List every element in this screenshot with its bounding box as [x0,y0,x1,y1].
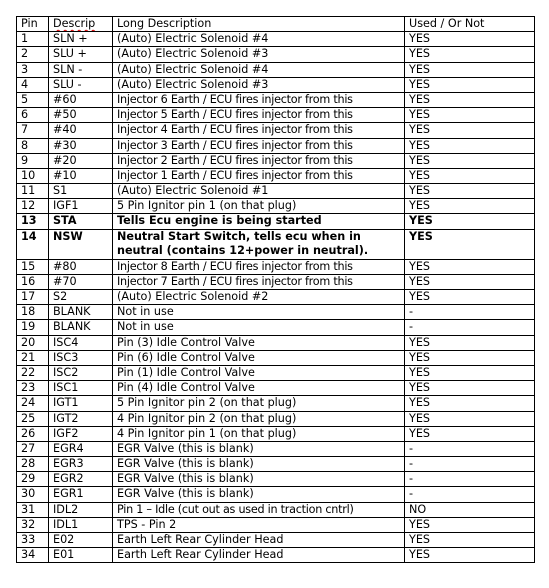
used-cell: YES [405,365,535,380]
descrip-cell: #10 [49,168,113,183]
used-cell: - [405,472,535,487]
descrip-cell: S1 [49,184,113,199]
used-cell: YES [405,62,535,77]
used-cell: YES [405,274,535,289]
pin-cell: 1 [17,32,49,47]
header-row [17,17,535,32]
descrip-cell: IGT2 [49,411,113,426]
used-cell: - [405,320,535,335]
long-description-cell: 5 Pin Ignitor pin 2 (on that plug) [113,396,405,411]
descrip-cell: ISC1 [49,381,113,396]
used-cell: YES [405,517,535,532]
long-description-cell: 4 Pin Ignitor pin 1 (on that plug) [113,426,405,441]
descrip-cell: ISC3 [49,350,113,365]
used-cell: YES [405,411,535,426]
descrip-cell: #60 [49,92,113,107]
pin-cell: 2 [17,47,49,62]
pin-cell: 29 [17,472,49,487]
used-cell: YES [405,290,535,305]
pin-cell: 5 [17,92,49,107]
pin-table [16,16,535,563]
descrip-cell: EGR2 [49,472,113,487]
used-cell: - [405,305,535,320]
pin-cell: 13 [17,214,49,229]
pin-cell: 24 [17,396,49,411]
long-description-cell: Tells Ecu engine is being started [113,214,405,229]
table-row [17,274,535,289]
pin-cell: 25 [17,411,49,426]
pin-cell: 31 [17,502,49,517]
long-description-cell: Earth Left Rear Cylinder Head [113,548,405,563]
long-description-cell: Pin (1) Idle Control Valve [113,365,405,380]
descrip-cell: #20 [49,153,113,168]
long-description-cell: EGR Valve (this is blank) [113,457,405,472]
long-description-cell: Not in use [113,320,405,335]
used-cell: YES [405,47,535,62]
long-description-cell: Injector 6 Earth / ECU fires injector from this [113,92,405,107]
used-cell: - [405,441,535,456]
descrip-cell: #30 [49,138,113,153]
header-descrip-label: Descrip [53,17,96,30]
long-description-cell: (Auto) Electric Solenoid #3 [113,77,405,92]
table-row [17,320,535,335]
table-row [17,441,535,456]
table-row [17,77,535,92]
table-row [17,62,535,77]
long-description-cell: Not in use [113,305,405,320]
long-description-cell: (Auto) Electric Solenoid #1 [113,184,405,199]
used-cell: YES [405,138,535,153]
long-description-cell: Pin (4) Idle Control Valve [113,381,405,396]
long-description-cell: Injector 5 Earth / ECU fires injector from this [113,108,405,123]
pin-cell: 23 [17,381,49,396]
used-cell: YES [405,199,535,214]
descrip-cell: #70 [49,274,113,289]
used-cell: YES [405,533,535,548]
table-row [17,290,535,305]
pin-cell: 8 [17,138,49,153]
long-description-cell: EGR Valve (this is blank) [113,441,405,456]
pin-cell: 11 [17,184,49,199]
table-row [17,108,535,123]
pin-cell: 32 [17,517,49,532]
pin-cell: 14 [17,229,49,259]
descrip-cell: IGF2 [49,426,113,441]
used-cell: YES [405,426,535,441]
table-row [17,32,535,47]
pin-cell: 9 [17,153,49,168]
pin-cell: 4 [17,77,49,92]
pin-cell: 22 [17,365,49,380]
table-row [17,47,535,62]
pin-cell: 20 [17,335,49,350]
pin-cell: 30 [17,487,49,502]
used-cell: YES [405,259,535,274]
table-row [17,199,535,214]
pin-cell: 15 [17,259,49,274]
pin-cell: 27 [17,441,49,456]
pin-cell: 12 [17,199,49,214]
pin-cell: 34 [17,548,49,563]
table-row [17,259,535,274]
long-description-cell: Pin 1 – Idle (cut out as used in traction cntrl) [113,502,405,517]
table-row [17,229,535,259]
used-cell: YES [405,381,535,396]
descrip-cell: #40 [49,123,113,138]
table-row [17,92,535,107]
header-long-description: Long Description [113,17,405,32]
descrip-cell: BLANK [49,320,113,335]
descrip-cell: SLU - [49,77,113,92]
descrip-cell: NSW [49,229,113,259]
pin-cell: 21 [17,350,49,365]
descrip-cell: ISC4 [49,335,113,350]
pin-cell: 19 [17,320,49,335]
used-cell: - [405,457,535,472]
table-row [17,411,535,426]
used-cell: YES [405,214,535,229]
table-row [17,548,535,563]
table-row [17,138,535,153]
used-cell: YES [405,229,535,259]
pin-cell: 7 [17,123,49,138]
used-cell: YES [405,92,535,107]
table-row [17,502,535,517]
descrip-cell: EGR3 [49,457,113,472]
descrip-cell: BLANK [49,305,113,320]
pin-cell: 16 [17,274,49,289]
used-cell: YES [405,548,535,563]
pin-cell: 33 [17,533,49,548]
long-description-cell: Injector 4 Earth / ECU fires injector from this [113,123,405,138]
table-row [17,457,535,472]
long-description-cell: (Auto) Electric Solenoid #4 [113,62,405,77]
long-description-cell: Pin (3) Idle Control Valve [113,335,405,350]
descrip-cell: EGR4 [49,441,113,456]
pin-cell: 17 [17,290,49,305]
long-description-cell: Injector 8 Earth / ECU fires injector from this [113,259,405,274]
table-row [17,305,535,320]
table-row [17,214,535,229]
header-descrip [49,17,113,32]
pin-cell: 18 [17,305,49,320]
table-row [17,381,535,396]
used-cell: - [405,487,535,502]
used-cell: YES [405,168,535,183]
table-row [17,350,535,365]
pin-cell: 10 [17,168,49,183]
descrip-cell: E02 [49,533,113,548]
descrip-cell: #50 [49,108,113,123]
used-cell: NO [405,502,535,517]
used-cell: YES [405,77,535,92]
long-description-cell: Injector 1 Earth / ECU fires injector from this [113,168,405,183]
table-row [17,426,535,441]
pin-cell: 3 [17,62,49,77]
descrip-cell: IGF1 [49,199,113,214]
descrip-cell: #80 [49,259,113,274]
long-description-cell: (Auto) Electric Solenoid #3 [113,47,405,62]
descrip-cell: S2 [49,290,113,305]
descrip-cell: E01 [49,548,113,563]
table-row [17,472,535,487]
table-row [17,533,535,548]
long-description-cell: EGR Valve (this is blank) [113,472,405,487]
descrip-cell: SLN + [49,32,113,47]
long-description-cell: Pin (6) Idle Control Valve [113,350,405,365]
long-description-cell: Injector 7 Earth / ECU fires injector from this [113,274,405,289]
used-cell: YES [405,350,535,365]
descrip-cell: IDL2 [49,502,113,517]
table-row [17,184,535,199]
long-description-cell: Earth Left Rear Cylinder Head [113,533,405,548]
long-description-cell: Injector 3 Earth / ECU fires injector from this [113,138,405,153]
descrip-cell: IGT1 [49,396,113,411]
table-row [17,396,535,411]
used-cell: YES [405,123,535,138]
descrip-cell: EGR1 [49,487,113,502]
used-cell: YES [405,335,535,350]
descrip-cell: STA [49,214,113,229]
used-cell: YES [405,153,535,168]
pin-cell: 26 [17,426,49,441]
descrip-cell: SLU + [49,47,113,62]
used-cell: YES [405,108,535,123]
table-row [17,153,535,168]
used-cell: YES [405,32,535,47]
header-pin: Pin [17,17,49,32]
table-row [17,365,535,380]
descrip-cell: ISC2 [49,365,113,380]
descrip-cell: IDL1 [49,517,113,532]
long-description-cell: EGR Valve (this is blank) [113,487,405,502]
long-description-cell: TPS - Pin 2 [113,517,405,532]
table-row [17,123,535,138]
descrip-cell: SLN - [49,62,113,77]
used-cell: YES [405,184,535,199]
long-description-cell: Injector 2 Earth / ECU fires injector from this [113,153,405,168]
long-description-cell: 5 Pin Ignitor pin 1 (on that plug) [113,199,405,214]
long-description-cell: Neutral Start Switch, tells ecu when in neutral (contains 12+power in neutral). [113,229,405,259]
table-row [17,487,535,502]
used-cell: YES [405,396,535,411]
long-description-cell: 4 Pin Ignitor pin 2 (on that plug) [113,411,405,426]
table-body [17,32,535,563]
header-used: Used / Or Not [405,17,535,32]
pin-cell: 28 [17,457,49,472]
pin-cell: 6 [17,108,49,123]
table-row [17,517,535,532]
long-description-cell: (Auto) Electric Solenoid #2 [113,290,405,305]
table-row [17,168,535,183]
long-description-cell: (Auto) Electric Solenoid #4 [113,32,405,47]
table-row [17,335,535,350]
